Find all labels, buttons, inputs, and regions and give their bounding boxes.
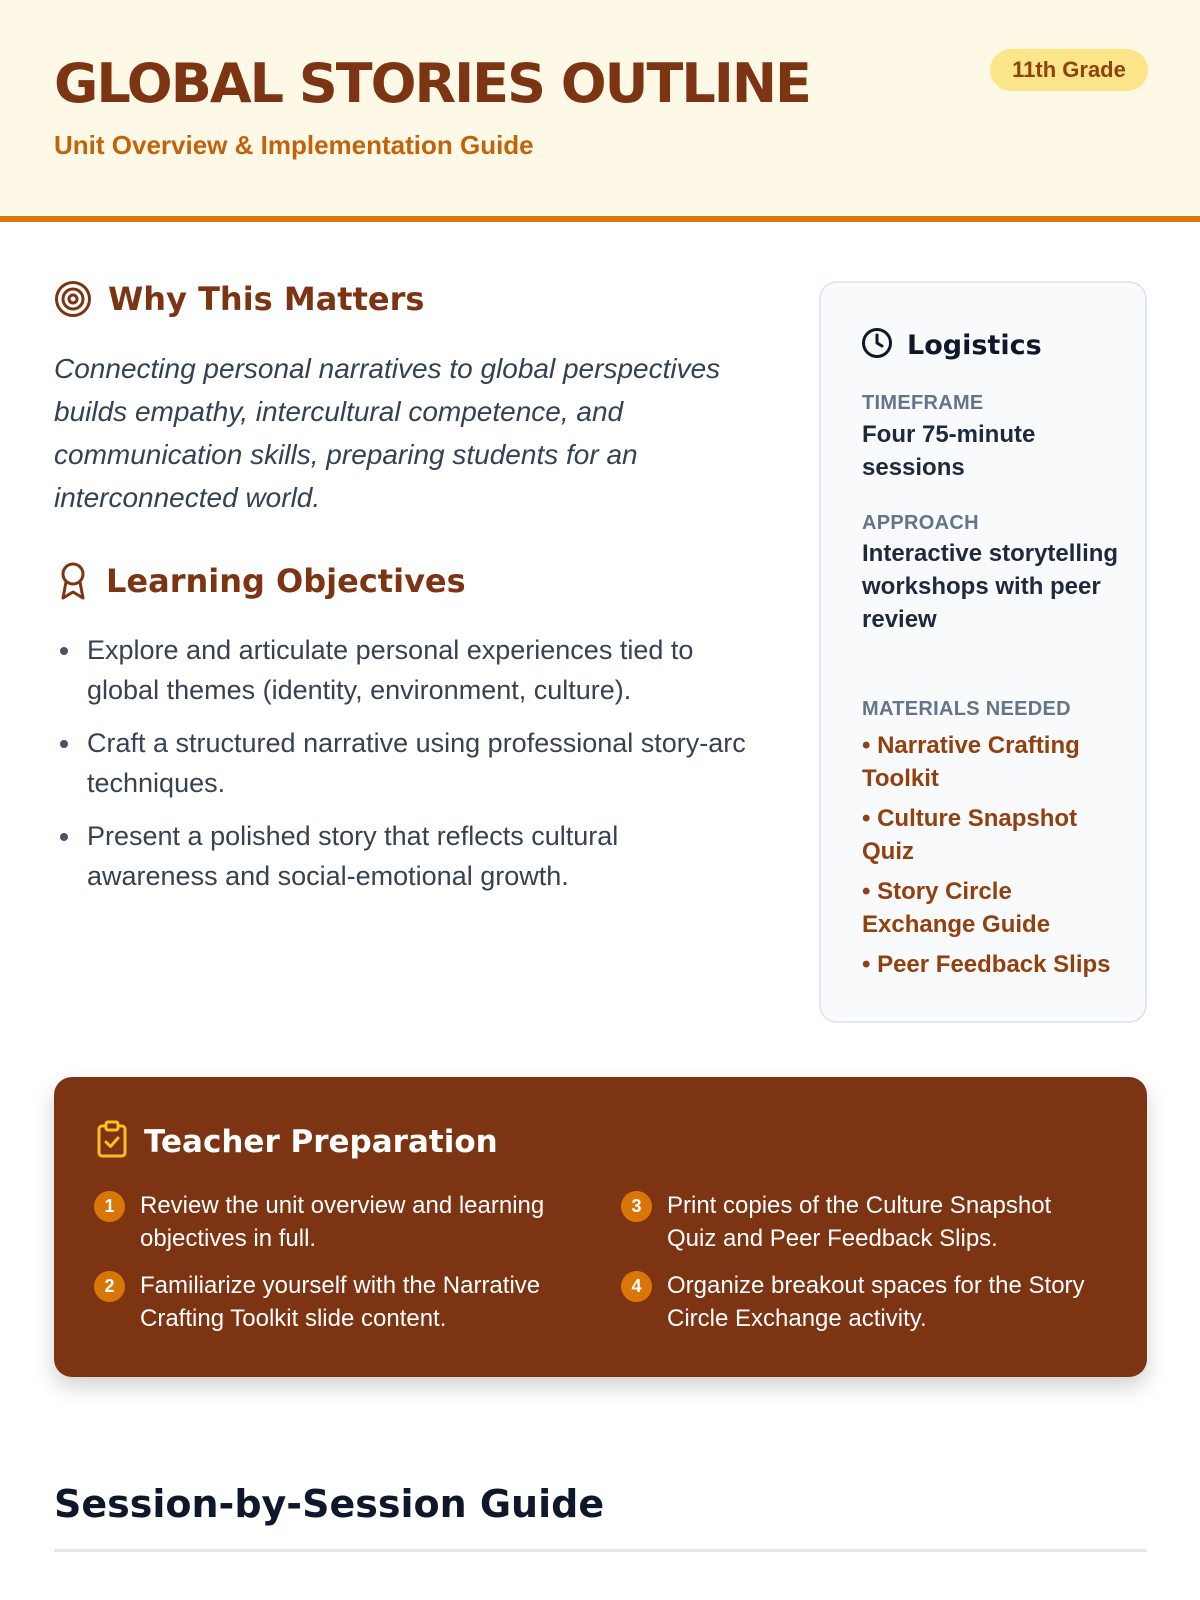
step-text: Print copies of the Culture Snapshot Quiz and Peer Feedback Slips. <box>667 1192 1052 1252</box>
divider <box>54 1549 1147 1552</box>
list-item: Craft a structured narrative using professional story-arc techniques. <box>54 723 754 803</box>
step-number: 1 <box>94 1191 125 1222</box>
objectives-list <box>54 630 754 909</box>
logistics-header <box>861 327 1042 364</box>
session-guide-title: Session-by-Session Guide <box>54 1482 605 1526</box>
list-item: • Peer Feedback Slips <box>862 951 1111 978</box>
logistics-card <box>819 281 1147 1023</box>
step-text: Familiarize yourself with the Narrative Crafting Toolkit slide content. <box>140 1272 541 1332</box>
step-text: Organize breakout spaces for the Story Circle Exchange activity. <box>667 1272 1085 1332</box>
why-section-header <box>54 280 424 318</box>
prep-header <box>96 1120 498 1163</box>
page-header <box>0 0 1200 222</box>
grade-badge: 11th Grade <box>990 49 1148 91</box>
list-item: Explore and articulate personal experiences tied to global themes (identity, environment, culture). <box>54 630 754 710</box>
list-item: Present a polished story that reflects cultural awareness and social-emotional growth. <box>54 816 754 896</box>
why-text: Connecting personal narratives to global perspectives builds empathy, intercultural competence, and communication skills, preparing students for an interconnected world. <box>54 353 721 513</box>
prep-title: Teacher Preparation <box>144 1123 498 1160</box>
materials-list <box>862 729 1124 988</box>
step-number: 2 <box>94 1271 125 1302</box>
approach-label: APPROACH <box>862 512 979 534</box>
list-item: • Narrative Crafting Toolkit <box>862 732 1080 792</box>
award-icon <box>56 561 90 601</box>
timeframe-label: TIMEFRAME <box>862 392 984 414</box>
logistics-title: Logistics <box>907 330 1042 361</box>
clock-icon <box>861 327 893 364</box>
target-icon <box>54 280 92 318</box>
step-text: Review the unit overview and learning objectives in full. <box>140 1192 545 1252</box>
list-item: • Story Circle Exchange Guide <box>862 878 1051 938</box>
step-number: 4 <box>621 1271 652 1302</box>
page-title: GLOBAL STORIES OUTLINE <box>54 52 810 115</box>
objectives-section-header <box>56 561 466 601</box>
list-item: • Culture Snapshot Quiz <box>862 805 1078 865</box>
teacher-preparation-panel <box>54 1077 1147 1377</box>
why-title: Why This Matters <box>108 280 425 318</box>
page-subtitle: Unit Overview & Implementation Guide <box>54 130 534 160</box>
objectives-title: Learning Objectives <box>106 562 466 600</box>
materials-label: MATERIALS NEEDED <box>862 698 1071 720</box>
clipboard-check-icon <box>96 1120 128 1163</box>
step-number: 3 <box>621 1191 652 1222</box>
timeframe-value: Four 75-minute sessions <box>862 421 1036 481</box>
approach-value: Interactive storytelling workshops with peer review <box>862 540 1119 633</box>
